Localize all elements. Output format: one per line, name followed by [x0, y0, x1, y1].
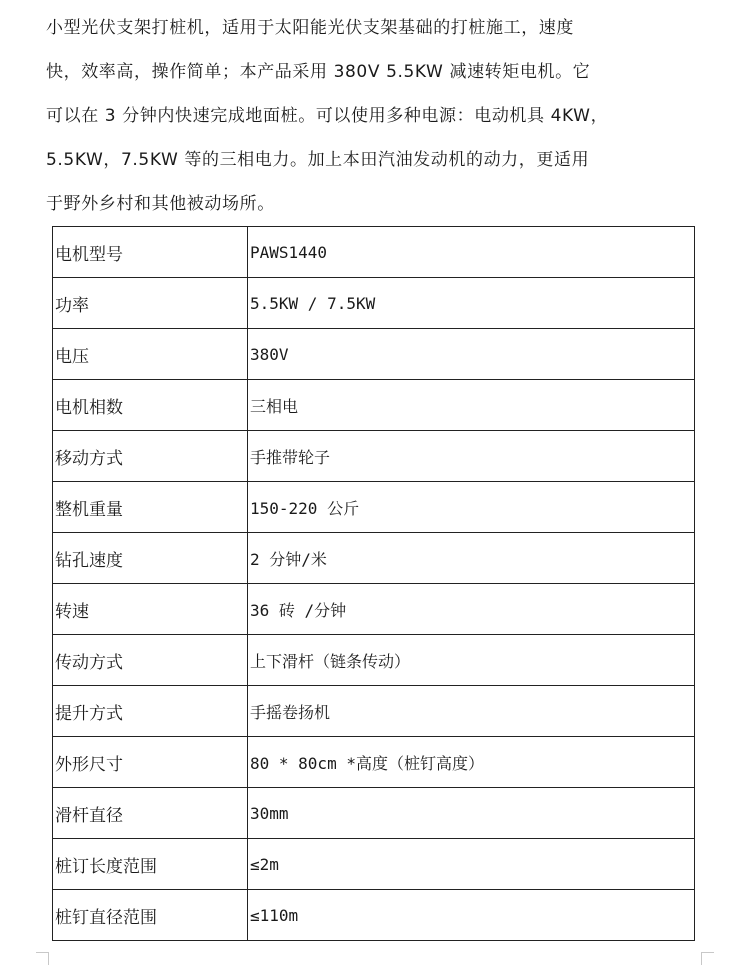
table-row	[53, 584, 695, 635]
spec-value: 2 分钟/米	[248, 533, 695, 584]
spec-value: 5.5KW / 7.5KW	[248, 278, 695, 329]
table-row	[53, 788, 695, 839]
spec-label: 桩订长度范围	[53, 839, 248, 890]
table-row	[53, 329, 695, 380]
spec-label: 电压	[53, 329, 248, 380]
spec-label: 整机重量	[53, 482, 248, 533]
table-row	[53, 482, 695, 533]
page-corner-mark	[701, 952, 714, 965]
table-row	[53, 686, 695, 737]
spec-label: 传动方式	[53, 635, 248, 686]
table-row	[53, 890, 695, 941]
spec-label: 桩钉直径范围	[53, 890, 248, 941]
spec-label: 电机相数	[53, 380, 248, 431]
spec-label: 功率	[53, 278, 248, 329]
table-row	[53, 227, 695, 278]
spec-value: 30mm	[248, 788, 695, 839]
spec-value: PAWS1440	[248, 227, 695, 278]
table-row	[53, 431, 695, 482]
intro-line: 5.5KW，7.5KW 等的三相电力。加上本田汽油发动机的动力，更适用	[46, 150, 590, 170]
table-row	[53, 839, 695, 890]
spec-value: 80 * 80cm *高度（桩钉高度）	[248, 737, 695, 788]
spec-table	[52, 226, 695, 941]
spec-label: 提升方式	[53, 686, 248, 737]
spec-value: 手推带轮子	[248, 431, 695, 482]
spec-label: 滑杆直径	[53, 788, 248, 839]
spec-value: 上下滑杆（链条传动）	[248, 635, 695, 686]
spec-value: ≤2m	[248, 839, 695, 890]
spec-label: 移动方式	[53, 431, 248, 482]
spec-label: 转速	[53, 584, 248, 635]
spec-label: 钻孔速度	[53, 533, 248, 584]
spec-value: 手摇卷扬机	[248, 686, 695, 737]
table-row	[53, 278, 695, 329]
intro-line: 可以在 3 分钟内快速完成地面桩。可以使用多种电源：电动机具 4KW，	[46, 106, 609, 126]
spec-label: 外形尺寸	[53, 737, 248, 788]
intro-line: 于野外乡村和其他被动场所。	[46, 194, 275, 214]
intro-line: 快，效率高，操作简单；本产品采用 380V 5.5KW 减速转矩电机。它	[46, 62, 591, 82]
spec-label: 电机型号	[53, 227, 248, 278]
table-row	[53, 380, 695, 431]
table-row	[53, 737, 695, 788]
spec-value: 三相电	[248, 380, 695, 431]
spec-value: 380V	[248, 329, 695, 380]
spec-value: ≤110m	[248, 890, 695, 941]
intro-paragraph	[46, 6, 686, 226]
page-corner-mark	[36, 952, 49, 965]
table-row	[53, 533, 695, 584]
intro-line: 小型光伏支架打桩机，适用于太阳能光伏支架基础的打桩施工，速度	[46, 18, 574, 38]
spec-value: 36 砖 /分钟	[248, 584, 695, 635]
table-row	[53, 635, 695, 686]
spec-value: 150-220 公斤	[248, 482, 695, 533]
